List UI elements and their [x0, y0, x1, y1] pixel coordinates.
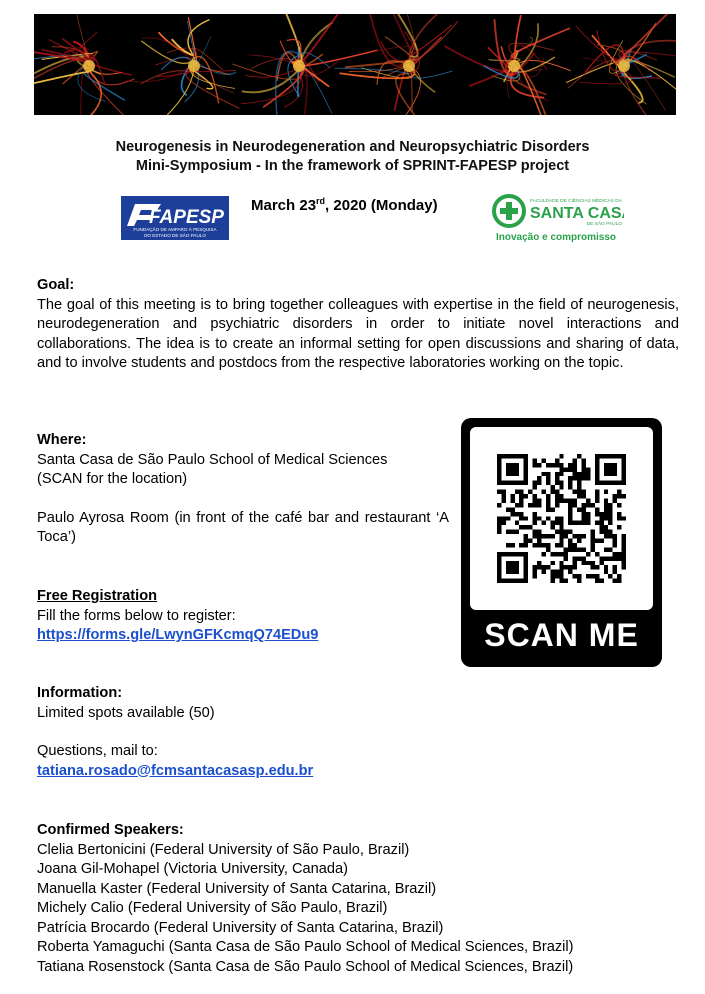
- information-heading: Information:: [37, 685, 123, 701]
- date-main: March 23: [251, 197, 317, 214]
- where-scan-note: (SCAN for the location): [37, 471, 188, 487]
- registration-section: [37, 587, 449, 646]
- fapesp-logo-sub2: DO ESTADO DE SÃO PAULO: [144, 233, 206, 238]
- speaker-item: Joana Gil-Mohapel (Victoria University, Canada): [37, 861, 348, 877]
- information-spots: Limited spots available (50): [37, 704, 215, 721]
- title-line-1: Neurogenesis in Neurodegeneration and Neuropsychiatric Disorders: [115, 139, 590, 155]
- registration-heading: Free Registration: [37, 588, 158, 604]
- where-section: [37, 431, 449, 548]
- speaker-item: Roberta Yamaguchi (Santa Casa de São Paulo School of Medical Sciences, Brazil): [37, 939, 574, 955]
- date-rest: , 2020 (Monday): [325, 197, 438, 214]
- fapesp-logo: [121, 196, 229, 240]
- speaker-item: Michely Calio (Federal University of São Paulo, Brazil): [37, 900, 388, 916]
- registration-text: Fill the forms below to register:: [37, 607, 236, 624]
- santa-casa-tagline: Inovação e compromisso: [496, 232, 617, 243]
- event-date: [251, 196, 438, 214]
- santa-casa-logo: [492, 194, 624, 244]
- contact-email-link[interactable]: tatiana.rosado@fcmsantacasasp.edu.br: [37, 762, 314, 779]
- fapesp-logo-sub1: FUNDAÇÃO DE AMPARO À PESQUISA: [133, 227, 217, 232]
- where-room: Paulo Ayrosa Room (in front of the café bar and restaurant ‘A Toca’): [37, 509, 449, 545]
- title-line-2: Mini-Symposium - In the framework of SPRINT-FAPESP project: [135, 158, 570, 174]
- scan-me-label: SCAN ME: [484, 617, 639, 653]
- where-heading: Where:: [37, 432, 87, 448]
- qr-code-card[interactable]: [461, 418, 662, 667]
- information-section: [37, 684, 679, 781]
- speakers-heading: Confirmed Speakers:: [37, 822, 184, 838]
- santa-casa-top-text: FACULDADE DE CIÊNCIAS MÉDICAS DA: [530, 199, 622, 204]
- speaker-item: Patrícia Brocardo (Federal University of Santa Catarina, Brazil): [37, 919, 444, 936]
- speaker-item: Manuella Kaster (Federal University of Santa Catarina, Brazil): [37, 880, 437, 897]
- header-banner-image: [34, 14, 676, 115]
- fapesp-logo-name: FAPESP: [149, 207, 224, 228]
- speakers-section: [37, 821, 697, 977]
- where-venue: Santa Casa de São Paulo School of Medical Sciences: [37, 451, 388, 468]
- santa-casa-city: DE SÃO PAULO: [586, 222, 622, 227]
- qr-code[interactable]: [470, 427, 653, 610]
- goal-section: [37, 276, 679, 374]
- goal-text: The goal of this meeting is to bring together colleagues with expertise in the field of neurogenesis, neurodegeneration and psychiatric disorders in order to initiate novel interactions and collaborations. The idea is to create an informal setting for open discussions and sharing of data, and to involve students and postdocs from the respective laboratories working on the topic.: [37, 296, 679, 371]
- speaker-item: Clelia Bertonicini (Federal University of São Paulo, Brazil): [37, 841, 410, 858]
- speaker-item: Tatiana Rosenstock (Santa Casa de São Paulo School of Medical Sciences, Brazil): [37, 958, 574, 975]
- santa-casa-name: SANTA CASA: [530, 205, 624, 222]
- goal-heading: Goal:: [37, 277, 75, 293]
- information-questions: Questions, mail to:: [37, 743, 158, 759]
- page-title: [0, 138, 705, 176]
- date-suffix: rd: [316, 196, 326, 206]
- registration-link[interactable]: https://forms.gle/LwynGFKcmqQ74EDu9: [37, 627, 319, 643]
